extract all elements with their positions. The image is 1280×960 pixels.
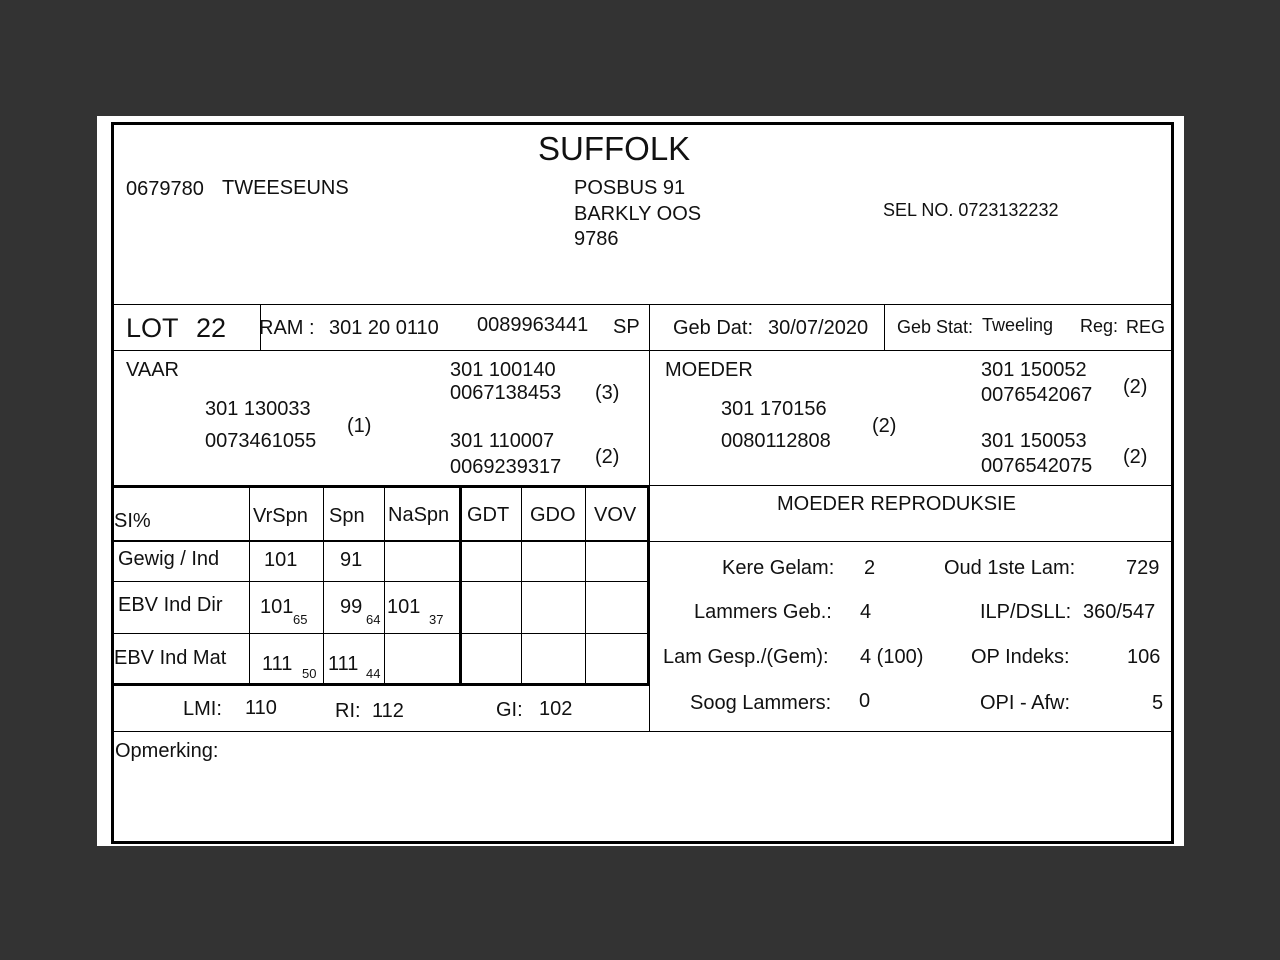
row-label: Gewig / Ind bbox=[118, 548, 220, 570]
separator bbox=[884, 304, 885, 350]
reproduksie-title: MOEDER REPRODUKSIE bbox=[777, 493, 1016, 515]
separator bbox=[114, 350, 1171, 351]
accuracy-value: 65 bbox=[293, 612, 308, 627]
lmi-label: LMI: bbox=[183, 698, 222, 720]
header-vov: VOV bbox=[594, 504, 637, 526]
frame-bottom bbox=[111, 841, 1174, 844]
soog-label: Soog Lammers: bbox=[690, 692, 832, 714]
opi-value: 5 bbox=[1152, 692, 1164, 714]
vaar-sire-grade: (3) bbox=[595, 382, 620, 404]
kere-gelam-value: 2 bbox=[864, 557, 876, 579]
header-naspn: NaSpn bbox=[388, 504, 450, 526]
kere-gelam-label: Kere Gelam: bbox=[722, 557, 835, 579]
lmi-value: 110 bbox=[245, 697, 277, 719]
moeder-label: MOEDER bbox=[665, 359, 753, 381]
cell-value: 101 bbox=[387, 596, 421, 618]
moeder-dam-grade: (2) bbox=[1123, 446, 1148, 468]
gi-value: 102 bbox=[539, 698, 573, 720]
geb-dat-value: 30/07/2020 bbox=[768, 317, 869, 339]
moeder-grade: (2) bbox=[872, 415, 897, 437]
lam-gesp-value: 4 (100) bbox=[860, 646, 924, 668]
opi-label: OPI - Afw: bbox=[980, 692, 1071, 714]
separator bbox=[650, 541, 1171, 542]
cell-value: 101 bbox=[264, 549, 298, 571]
opmerking-label: Opmerking: bbox=[115, 740, 219, 762]
frame-left bbox=[111, 122, 114, 844]
header-gdo: GDO bbox=[530, 504, 576, 526]
sel-no: SEL NO. 0723132232 bbox=[883, 200, 1059, 220]
row-label: EBV Ind Dir bbox=[118, 594, 223, 616]
cell-value: 111 bbox=[328, 653, 359, 675]
header-vrspn: VrSpn bbox=[253, 505, 308, 527]
ram-id: 301 20 0110 bbox=[329, 317, 439, 339]
moeder-code: 0080112808 bbox=[721, 430, 831, 452]
cell-value: 91 bbox=[340, 549, 363, 571]
table-border bbox=[647, 485, 650, 685]
cell-value: 111 bbox=[262, 653, 293, 675]
ri-label: RI: bbox=[335, 700, 361, 722]
separator bbox=[114, 304, 1171, 305]
soog-value: 0 bbox=[859, 690, 871, 712]
vaar-label: VAAR bbox=[126, 359, 179, 381]
vaar-id: 301 130033 bbox=[205, 398, 311, 420]
header-spn: Spn bbox=[329, 505, 365, 527]
lam-gesp-label: Lam Gesp./(Gem): bbox=[663, 646, 829, 668]
table-border bbox=[114, 633, 650, 634]
ilp-value: 360/547 bbox=[1083, 601, 1156, 623]
ram-suffix: SP bbox=[613, 316, 640, 338]
table-border bbox=[249, 485, 250, 685]
accuracy-value: 64 bbox=[366, 612, 381, 627]
vaar-dam-id: 301 110007 bbox=[450, 430, 555, 452]
ram-label: RAM : bbox=[259, 317, 315, 339]
vaar-grade: (1) bbox=[347, 415, 372, 437]
row-label: EBV Ind Mat bbox=[114, 647, 227, 669]
address-line-1: POSBUS 91 bbox=[574, 177, 686, 199]
moeder-dam-code: 0076542075 bbox=[981, 455, 1093, 477]
table-border bbox=[114, 581, 650, 582]
cell-value: 101 bbox=[260, 596, 294, 618]
gi-label: GI: bbox=[496, 699, 523, 721]
reg-value: REG bbox=[1126, 317, 1166, 337]
moeder-sire-id: 301 150052 bbox=[981, 359, 1087, 381]
reg-label: Reg: bbox=[1080, 316, 1119, 336]
vaar-dam-grade: (2) bbox=[595, 446, 620, 468]
op-label: OP Indeks: bbox=[971, 646, 1070, 668]
table-border bbox=[114, 683, 650, 686]
op-value: 106 bbox=[1127, 646, 1161, 668]
lammers-geb-value: 4 bbox=[860, 601, 872, 623]
table-border bbox=[114, 485, 650, 488]
owner-number: 0679780 bbox=[126, 178, 204, 200]
accuracy-value: 50 bbox=[302, 666, 317, 681]
oud-value: 729 bbox=[1126, 557, 1160, 579]
cell-value: 99 bbox=[340, 596, 363, 618]
lot-label: LOT bbox=[126, 313, 179, 343]
vaar-code: 0073461055 bbox=[205, 430, 317, 452]
vaar-sire-code: 0067138453 bbox=[450, 382, 562, 404]
sale-card bbox=[97, 116, 1184, 846]
table-border bbox=[521, 485, 522, 685]
table-border bbox=[459, 485, 462, 685]
frame-top bbox=[111, 122, 1174, 125]
address-line-3: 9786 bbox=[574, 228, 619, 250]
table-border bbox=[323, 485, 324, 685]
geb-stat-label: Geb Stat: bbox=[897, 317, 974, 337]
vaar-sire-id: 301 100140 bbox=[450, 359, 556, 381]
geb-stat-value: Tweeling bbox=[982, 315, 1054, 335]
accuracy-value: 44 bbox=[366, 666, 381, 681]
frame-right bbox=[1171, 122, 1174, 844]
moeder-dam-id: 301 150053 bbox=[981, 430, 1087, 452]
header-gdt: GDT bbox=[467, 504, 510, 526]
moeder-id: 301 170156 bbox=[721, 398, 827, 420]
oud-label: Oud 1ste Lam: bbox=[944, 557, 1076, 579]
geb-dat-label: Geb Dat: bbox=[673, 317, 754, 339]
table-border bbox=[114, 540, 650, 542]
address-line-2: BARKLY OOS bbox=[574, 203, 702, 225]
separator bbox=[114, 731, 1171, 732]
table-border bbox=[384, 485, 385, 685]
owner-name: TWEESEUNS bbox=[222, 177, 349, 199]
moeder-sire-grade: (2) bbox=[1123, 376, 1148, 398]
ilp-label: ILP/DSLL: bbox=[980, 601, 1072, 623]
vaar-dam-code: 0069239317 bbox=[450, 456, 562, 478]
moeder-sire-code: 0076542067 bbox=[981, 384, 1093, 406]
breed-title: SUFFOLK bbox=[538, 130, 691, 167]
table-border bbox=[585, 485, 586, 685]
ram-code: 0089963441 bbox=[477, 314, 589, 336]
ri-value: 112 bbox=[372, 700, 404, 722]
lot-number: 22 bbox=[196, 313, 227, 343]
lammers-geb-label: Lammers Geb.: bbox=[694, 601, 832, 623]
accuracy-value: 37 bbox=[429, 612, 444, 627]
si-corner: SI% bbox=[114, 510, 151, 532]
